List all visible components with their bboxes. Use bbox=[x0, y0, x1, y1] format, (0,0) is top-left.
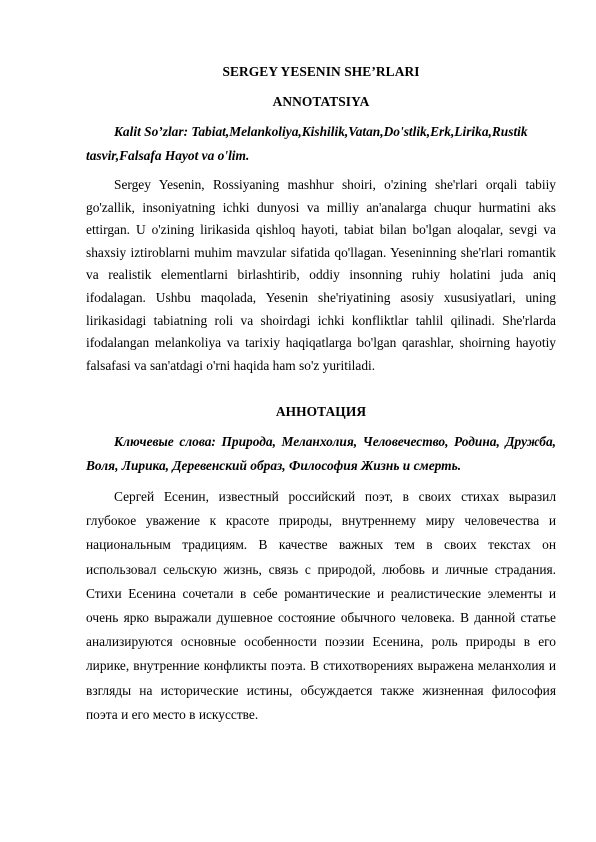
ru-keywords: Ключевые слова: Природа, Меланхолия, Человечество, Родина, Дружба, Воля, Лирика, Деревенский образ, Философия Жизнь и смерть. bbox=[86, 434, 556, 474]
uz-abstract-block bbox=[86, 174, 556, 377]
paper-title: SERGEY YESENIN SHE’RLARI bbox=[222, 64, 420, 79]
uz-abstract-text: Sergey Yesenin, Rossiyaning mashhur shoiri, o'zining she'rlari orqali tabiiy go'zallik, insoniyatning ichki dunyosi va milliy an'analarga chuqur hurmatini aks ettirgan. U o'zining lirikasida qishloq hayoti, tabiat bilan bo'lgan aloqalar, sevgi va shaxsiy iztiroblarni muhim mavzular sifatida qo'llagan. Yeseninning she'rlari romantik va realistik elementlarni birlashtirib, oddiy insonning ruhiy holatini juda aniq ifodalagan. Ushbu maqolada, Yesenin she'riyatining asosiy xususiyatlari, uning lirikasidagi tabiatning roli va shoirdagi ichki konfliktlar tahlil qilinadi. She'rlarda ifodalangan melankoliya va tarixiy haqiqatlarga bo'lgan qarashlar, shoirning hayotiy falsafasi va san'atdagi o'rni haqida ham so'z yuritiladi. bbox=[86, 177, 556, 373]
uz-keywords: Kalit So’zlar: Tabiat,Melankoliya,Kishilik,Vatan,Do'stlik,Erk,Lirika,Rustik tasvir,Falsafa Hayot va o'lim. bbox=[86, 124, 528, 164]
ru-keywords-block bbox=[86, 430, 556, 478]
ru-abstract-block bbox=[86, 485, 556, 727]
ru-annotation-heading-block bbox=[86, 400, 556, 424]
ru-abstract-text: Сергей Есенин, известный российский поэт, в своих стихах выразил глубокое уважение к красоте природы, внутреннему миру человечества и национальным традициям. В качестве важных тем в своих текстах он использовал сельскую жизнь, связь с природой, любовь и личные страдания. Стихи Есенина сочетали в себе романтические и реалистические элементы и очень ярко выражали душевное состояние обычного человека. В данной статье анализируются основные особенности поэзии Есенина, роль природы в его лирике, внутренние конфликты поэта. В стихотворениях выражена меланхолия и взгляды на исторические истины, обсуждается также жизненная философия поэта и его место в искусстве. bbox=[86, 489, 556, 722]
uz-annotation-heading-block bbox=[86, 90, 556, 114]
uz-keywords-block bbox=[86, 120, 556, 168]
uz-annotation-heading: ANNOTATSIYA bbox=[272, 94, 370, 109]
paper-title-block bbox=[86, 60, 556, 84]
ru-annotation-heading: АННОТАЦИЯ bbox=[275, 404, 367, 419]
